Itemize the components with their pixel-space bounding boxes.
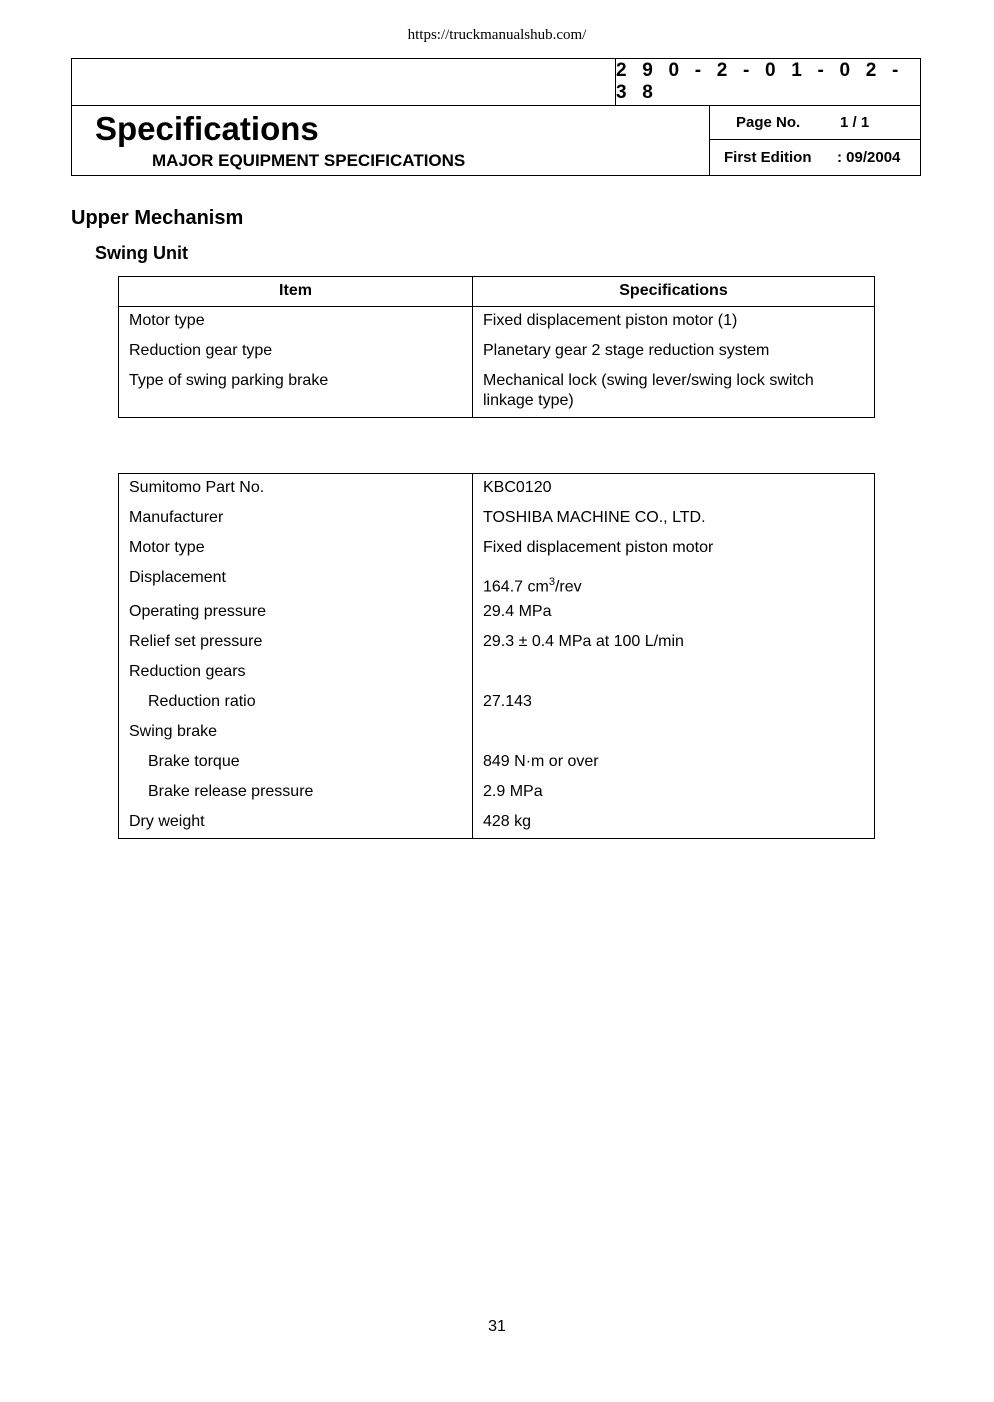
page-value: 1 / 1	[840, 114, 870, 131]
page-number: 31	[488, 1318, 506, 1335]
table-row	[119, 474, 875, 504]
spec-cell: 428 kg	[483, 812, 532, 830]
displacement-unit: /rev	[554, 577, 582, 595]
spec-cell: 2.9 MPa	[483, 782, 543, 800]
table-row	[119, 658, 875, 688]
table-row	[119, 688, 875, 718]
item-cell: Sumitomo Part No.	[119, 474, 473, 504]
spec-cell	[473, 564, 875, 598]
item-cell: Motor type	[119, 534, 473, 564]
item-cell: Relief set pressure	[119, 628, 473, 658]
spec-cell: KBC0120	[483, 479, 552, 496]
table-row	[119, 808, 875, 839]
table-row	[119, 778, 875, 808]
edition-row	[710, 140, 920, 175]
spec-cell: Fixed displacement piston motor (1)	[483, 312, 738, 329]
table-row	[119, 367, 875, 418]
spec-cell: 29.4 MPa	[483, 602, 552, 620]
source-url: https://truckmanualshub.com/	[407, 27, 587, 43]
item-cell: Reduction ratio	[119, 688, 473, 718]
spec-cell: Mechanical lock (swing lever/swing lock switch linkage type)	[483, 371, 814, 409]
item-cell: Displacement	[119, 564, 473, 598]
item-cell: Brake torque	[119, 748, 473, 778]
page-label: Page No.	[736, 114, 801, 131]
spec-cell: 27.143	[483, 692, 532, 710]
edition-value: : 09/2004	[837, 149, 901, 166]
item-cell: Reduction gears	[119, 658, 473, 688]
table-row	[119, 718, 875, 748]
item-cell: Manufacturer	[119, 504, 473, 534]
spec-cell: 29.3 ± 0.4 MPa at 100 L/min	[483, 632, 684, 650]
table-row	[119, 564, 875, 598]
displacement-value: 164.7 cm	[483, 577, 549, 595]
table-row	[119, 598, 875, 628]
page-title: Specifications	[95, 110, 319, 147]
swing-motor-table	[118, 473, 875, 839]
spec-cell: Planetary gear 2 stage reduction system	[483, 341, 770, 359]
column-header-specifications: Specifications	[473, 277, 875, 307]
table-row	[119, 337, 875, 367]
edition-label: First Edition	[724, 149, 812, 166]
item-cell: Operating pressure	[119, 598, 473, 628]
item-cell: Swing brake	[119, 718, 473, 748]
spec-cell: Fixed displacement piston motor	[483, 538, 714, 556]
spec-cell: TOSHIBA MACHINE CO., LTD.	[483, 508, 706, 526]
page-subtitle: MAJOR EQUIPMENT SPECIFICATIONS	[152, 151, 466, 170]
displacement-exponent: 3	[548, 575, 555, 588]
table-header-row	[119, 277, 875, 307]
item-cell: Reduction gear type	[119, 337, 473, 367]
table-row	[119, 628, 875, 658]
item-cell: Type of swing parking brake	[119, 367, 473, 418]
spec-cell	[473, 658, 875, 688]
swing-unit-table	[118, 276, 875, 418]
section-subheading: Swing Unit	[95, 243, 188, 263]
table-row	[119, 307, 875, 337]
column-header-item: Item	[119, 277, 473, 307]
table-row	[119, 748, 875, 778]
page-number-row	[710, 105, 920, 140]
item-cell: Motor type	[119, 307, 473, 337]
item-cell: Dry weight	[119, 808, 473, 839]
document-code: 2 9 0 - 2 - 0 1 - 0 2 - 3 8	[615, 59, 920, 105]
table-row	[119, 534, 875, 564]
header-meta	[709, 105, 920, 175]
item-cell: Brake release pressure	[119, 778, 473, 808]
section-heading: Upper Mechanism	[71, 207, 244, 229]
document-header	[71, 58, 921, 176]
spec-cell: 849 N·m or over	[483, 752, 599, 770]
spec-cell	[473, 718, 875, 748]
header-top-row	[72, 59, 920, 106]
table-row	[119, 504, 875, 534]
